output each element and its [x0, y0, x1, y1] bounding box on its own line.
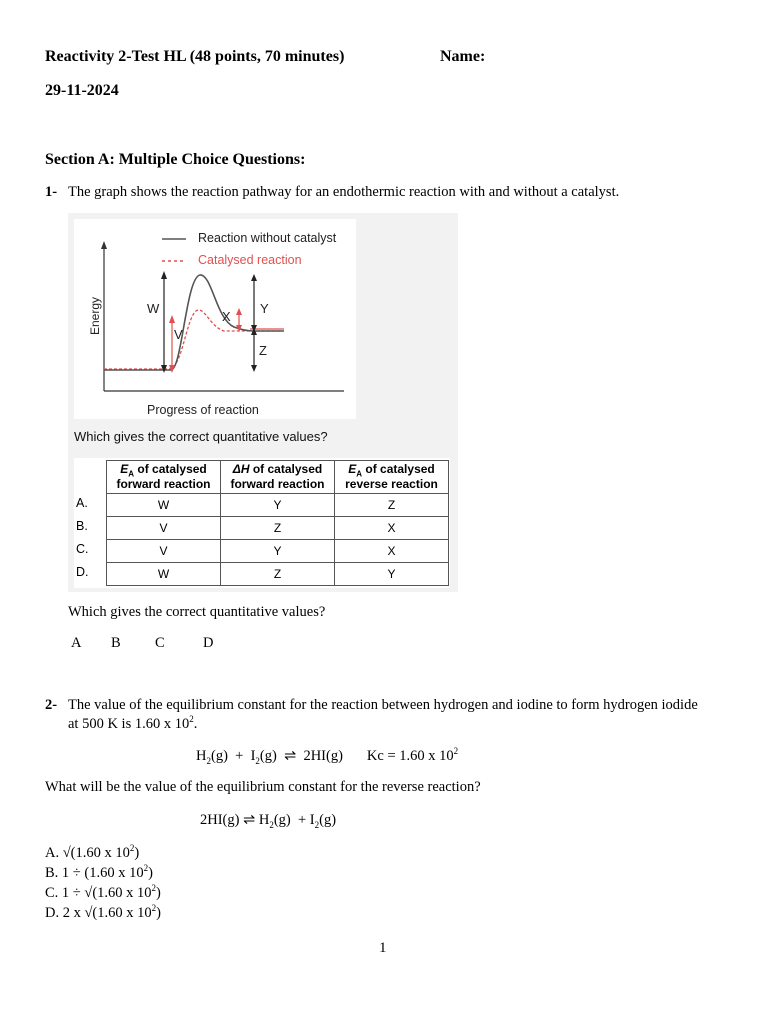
energy-profile-svg	[74, 219, 356, 419]
y-axis-arrow	[101, 241, 107, 249]
table-cell: W	[107, 494, 221, 517]
legend-uncatalysed-label: Reaction without catalyst	[198, 231, 337, 245]
q2-option-d[interactable]: D. 2 x √(1.60 x $10^2$)	[45, 903, 161, 921]
row-letter: A.	[76, 496, 88, 510]
options-table-body	[107, 494, 449, 586]
section-a-heading: Section A: Multiple Choice Questions:	[45, 151, 306, 168]
catalysed-curve	[104, 310, 282, 369]
q2-option-c[interactable]: C. 1 ÷ √(1.60 x $10^2$)	[45, 883, 161, 901]
table-cell: X	[335, 517, 449, 540]
table-cell: Y	[335, 563, 449, 586]
uncatalysed-curve	[104, 275, 284, 370]
q1-choices	[71, 635, 213, 652]
q2-prompt: What will be the value of the equilibrium constant for the reverse reaction?	[45, 779, 481, 795]
table-cell: V	[107, 540, 221, 563]
q2-number: 2-	[45, 697, 58, 713]
label-x: X	[222, 309, 231, 324]
table-header-2: ΔH of catalysed forward reaction	[221, 461, 335, 494]
row-letter: C.	[76, 542, 89, 556]
table-header-3: $E_A$ of catalysed reverse reaction	[335, 461, 449, 494]
q1-number: 1-	[45, 184, 58, 200]
test-title: Reactivity 2-Test HL (48 points, 70 minutes)	[45, 48, 345, 65]
table-cell: Y	[221, 494, 335, 517]
q1-figure	[68, 213, 458, 592]
table-cell: Y	[221, 540, 335, 563]
q2-line1: The value of the equilibrium constant for the reaction between hydrogen and iodine to form hydrogen iodide	[68, 697, 698, 713]
label-y: Y	[260, 301, 269, 316]
name-label: Name:	[440, 48, 486, 65]
table-cell: Z	[335, 494, 449, 517]
table-row	[107, 540, 449, 563]
q2-option-b[interactable]: B. 1 ÷ (1.60 x $10^2$)	[45, 863, 153, 881]
choice-b[interactable]: B	[111, 635, 121, 651]
table-row	[107, 517, 449, 540]
q1-text: The graph shows the reaction pathway for an endothermic reaction with and without a catalyst.	[68, 184, 620, 200]
q2-options	[45, 843, 161, 923]
y-axis-label: Energy	[88, 296, 103, 336]
row-letters	[76, 492, 89, 584]
q2-equation-forward: $H_2(g) + I_2(g)$ ⇌ 2HI(g) Kc = 1.60 x $10^2$	[196, 746, 459, 766]
options-table-header	[107, 461, 449, 494]
options-table	[106, 460, 449, 586]
q2-line2: at 500 K is 1.60 x $10^2$.	[68, 714, 198, 732]
choice-a[interactable]: A	[71, 635, 82, 651]
q2-option-a[interactable]: A. √(1.60 x $10^2$)	[45, 843, 140, 861]
table-cell: X	[335, 540, 449, 563]
table-cell: W	[107, 563, 221, 586]
choice-d[interactable]: D	[203, 635, 214, 651]
table-cell: Z	[221, 517, 335, 540]
legend-catalysed-label: Catalysed reaction	[198, 253, 302, 267]
choice-c[interactable]: C	[155, 635, 165, 651]
options-table-container	[74, 458, 450, 588]
energy-profile-graph	[74, 219, 356, 419]
test-date: 29-11-2024	[45, 82, 119, 99]
table-row	[107, 494, 449, 517]
page-number: 1	[379, 940, 387, 956]
q2-equation-reverse: 2HI(g) ⇌ $H_2(g) + I_2(g)$	[200, 812, 337, 830]
label-w: W	[147, 301, 160, 316]
table-header-1: $E_A$ of catalysed forward reaction	[107, 461, 221, 494]
table-cell: V	[107, 517, 221, 540]
label-v: V	[174, 327, 183, 342]
row-letter: D.	[76, 565, 89, 579]
q1-question: Which gives the correct quantitative values?	[68, 604, 326, 620]
row-letter: B.	[76, 519, 88, 533]
table-row	[107, 563, 449, 586]
table-cell: Z	[221, 563, 335, 586]
figure-question: Which gives the correct quantitative values?	[74, 429, 328, 444]
label-z: Z	[259, 343, 267, 358]
x-axis-label: Progress of reaction	[147, 403, 259, 417]
